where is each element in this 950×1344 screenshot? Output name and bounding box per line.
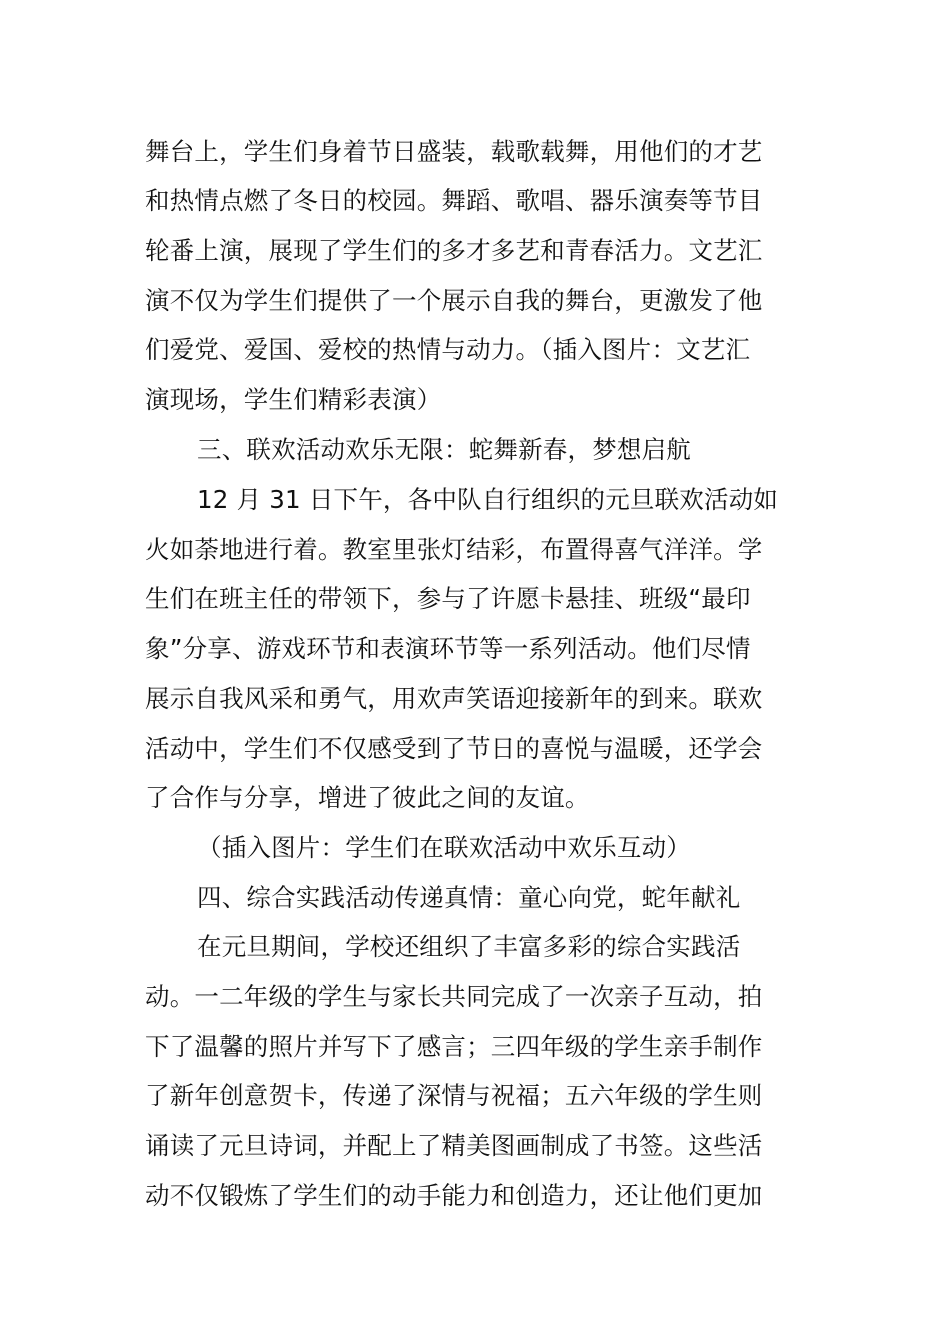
paragraph-line: 活动中，学生们不仅感受到了节日的喜悦与温暖，还学会 <box>145 734 763 763</box>
paragraph-line: 12 月 31 日下午，各中队自行组织的元旦联欢活动如 <box>197 485 779 514</box>
paragraph-line: 动不仅锻炼了学生们的动手能力和创造力，还让他们更加 <box>145 1181 763 1210</box>
paragraph-line: 演现场，学生们精彩表演） <box>145 385 442 414</box>
paragraph-line: 火如荼地进行着。教室里张灯结彩，布置得喜气洋洋。学 <box>145 535 763 564</box>
paragraph-line: 演不仅为学生们提供了一个展示自我的舞台，更激发了他 <box>145 286 763 315</box>
paragraph-line: 动。一二年级的学生与家长共同完成了一次亲子互动，拍 <box>145 982 763 1011</box>
paragraph-line: 了合作与分享，增进了彼此之间的友谊。 <box>145 783 590 812</box>
paragraph-line: 生们在班主任的带领下，参与了许愿卡悬挂、班级“最印 <box>145 584 751 613</box>
paragraph-line: 们爱党、爱国、爱校的热情与动力。（插入图片：文艺汇 <box>145 335 751 364</box>
paragraph-line: 轮番上演，展现了学生们的多才多艺和青春活力。文艺汇 <box>145 236 763 265</box>
section-heading: 三、联欢活动欢乐无限：蛇舞新春，梦想启航 <box>197 435 691 464</box>
image-caption: （插入图片：学生们在联欢活动中欢乐互动） <box>197 833 691 862</box>
paragraph-line: 下了温馨的照片并写下了感言；三四年级的学生亲手制作 <box>145 1032 763 1061</box>
paragraph-line: 象”分享、游戏环节和表演环节等一系列活动。他们尽情 <box>145 634 751 663</box>
paragraph-line: 和热情点燃了冬日的校园。舞蹈、歌唱、器乐演奏等节目 <box>145 186 763 215</box>
paragraph-line: 在元旦期间，学校还组织了丰富多彩的综合实践活 <box>197 932 741 961</box>
section-heading: 四、综合实践活动传递真情：童心向党，蛇年献礼 <box>197 883 741 912</box>
paragraph-line: 展示自我风采和勇气，用欢声笑语迎接新年的到来。联欢 <box>145 684 763 713</box>
paragraph-line: 了新年创意贺卡，传递了深情与祝福；五六年级的学生则 <box>145 1081 763 1110</box>
paragraph-line: 舞台上，学生们身着节日盛装，载歌载舞，用他们的才艺 <box>145 137 763 166</box>
paragraph-line: 诵读了元旦诗词，并配上了精美图画制成了书签。这些活 <box>145 1131 763 1160</box>
